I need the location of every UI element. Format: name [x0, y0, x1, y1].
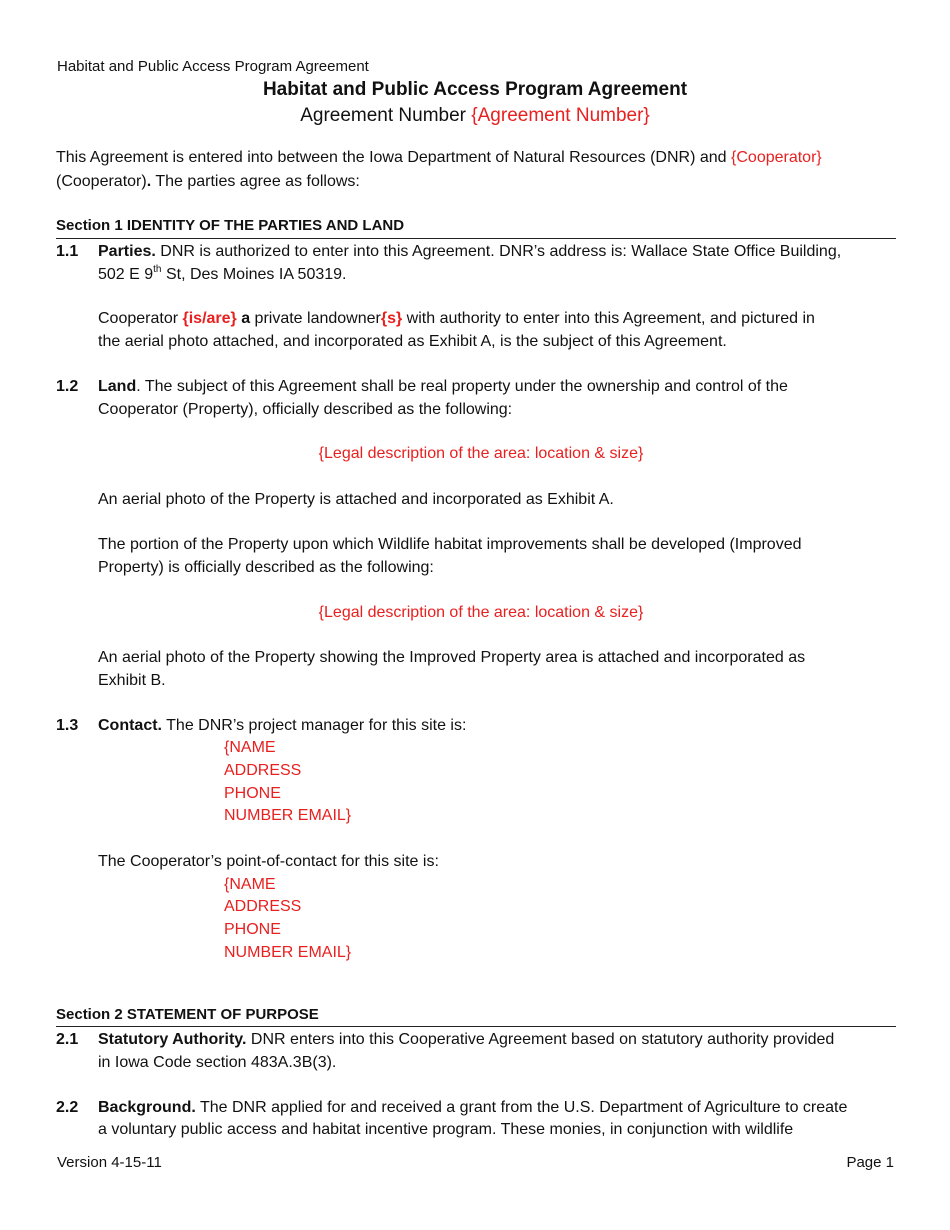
landowner-text: private landowner — [250, 310, 381, 327]
cooperator-contact-line: The Cooperator’s point-of-contact for this site is: — [98, 853, 439, 870]
exhibit-a-sentence: An aerial photo of the Property is attached and incorporated as Exhibit A. — [98, 491, 614, 508]
ordinal-superscript: th — [153, 263, 162, 275]
exhibit-b-line-2: Exhibit B. — [98, 672, 166, 689]
clause-number-1-1: 1.1 — [56, 243, 79, 260]
footer-page-number: Page 1 — [846, 1154, 894, 1171]
clause-1-2-text: . The subject of this Agreement shall be real property under the ownership and control of the — [136, 378, 788, 395]
clause-number-2-2: 2.2 — [56, 1099, 79, 1116]
agreement-number-line — [0, 105, 950, 127]
coop-contact-address: ADDRESS — [224, 898, 302, 915]
cooperator-word: Cooperator — [98, 310, 183, 327]
clause-2-1-text: DNR enters into this Cooperative Agreement based on statutory authority provided — [246, 1031, 835, 1048]
improved-property-line-1: The portion of the Property upon which Wildlife habitat improvements shall be developed (Improved — [98, 536, 802, 553]
clause-2-1-line-1 — [98, 1030, 834, 1050]
intro-text: This Agreement is entered into between the Iowa Department of Natural Resources (DNR) and — [56, 149, 727, 166]
authority-text: with authority to enter into this Agreement, and pictured in — [402, 310, 815, 327]
footer-version: Version 4-15-11 — [57, 1154, 162, 1171]
clause-number-1-3: 1.3 — [56, 717, 79, 734]
clause-1-1-line-1 — [98, 242, 841, 262]
clause-1-3-line-1 — [98, 716, 466, 736]
dnr-address-street: 502 E 9 — [98, 266, 154, 283]
section-2-rule — [56, 1026, 896, 1027]
section-2-heading: Section 2 STATEMENT OF PURPOSE — [56, 1006, 319, 1023]
dnr-contact-phone: PHONE — [224, 785, 281, 802]
is-are-placeholder: {is/are} — [182, 310, 237, 327]
clause-1-2-line-1 — [98, 377, 788, 397]
coop-contact-phone: PHONE — [224, 921, 281, 938]
dnr-contact-name: {NAME — [224, 739, 276, 756]
clause-2-2-line-2: a voluntary public access and habitat incentive program. These monies, in conjunction with wildlife — [98, 1121, 794, 1138]
clause-number-1-2: 1.2 — [56, 378, 79, 395]
clause-2-2-text: The DNR applied for and received a grant from the U.S. Department of Agriculture to create — [195, 1099, 848, 1116]
intro-period: . — [146, 173, 152, 190]
clause-1-1-lead: Parties. — [98, 243, 156, 260]
agreement-number-label: Agreement Number — [300, 105, 466, 126]
clause-2-1-line-2: in Iowa Code section 483A.3B(3). — [98, 1054, 337, 1071]
clause-1-1-line-2 — [98, 265, 347, 285]
dnr-contact-email: NUMBER EMAIL} — [224, 807, 352, 824]
clause-2-1-lead: Statutory Authority. — [98, 1031, 247, 1048]
intro-cooperator-label: (Cooperator) — [56, 173, 147, 190]
clause-1-3-lead: Contact. — [98, 717, 162, 734]
intro-line-2 — [56, 172, 360, 192]
intro-line-1 — [56, 148, 822, 168]
clause-1-2-line-2: Cooperator (Property), officially described as the following: — [98, 401, 513, 418]
clause-number-2-1: 2.1 — [56, 1031, 79, 1048]
section-1-rule — [56, 238, 896, 239]
clause-1-1-para-2-line-1 — [98, 309, 815, 329]
agreement-number-placeholder: {Agreement Number} — [471, 105, 650, 126]
exhibit-b-line-1: An aerial photo of the Property showing the Improved Property area is attached and incorporated as — [98, 649, 806, 666]
dnr-contact-address: ADDRESS — [224, 762, 302, 779]
cooperator-placeholder: {Cooperator} — [731, 149, 822, 166]
article-a: a — [236, 310, 251, 327]
intro-parties-agree: The parties agree as follows: — [151, 173, 360, 190]
legal-description-placeholder-1: {Legal description of the area: location & size} — [318, 445, 644, 462]
legal-description-placeholder-2: {Legal description of the area: location & size} — [318, 604, 644, 621]
coop-contact-name: {NAME — [224, 876, 276, 893]
improved-property-line-2: Property) is officially described as the following: — [98, 559, 434, 576]
clause-2-2-lead: Background. — [98, 1099, 196, 1116]
section-1-heading: Section 1 IDENTITY OF THE PARTIES AND LAND — [56, 217, 405, 234]
coop-contact-email: NUMBER EMAIL} — [224, 944, 352, 961]
clause-1-3-text: The DNR’s project manager for this site is: — [162, 717, 467, 734]
clause-2-2-line-1 — [98, 1098, 847, 1118]
dnr-address-city: St, Des Moines IA 50319. — [161, 266, 347, 283]
running-header: Habitat and Public Access Program Agreement — [57, 58, 369, 75]
clause-1-1-para-2-line-2: the aerial photo attached, and incorporated as Exhibit A, is the subject of this Agreement. — [98, 333, 727, 350]
clause-1-1-text: DNR is authorized to enter into this Agreement. DNR’s address is: Wallace State Office Building, — [155, 243, 842, 260]
plural-s-placeholder: {s} — [380, 310, 403, 327]
document-title: Habitat and Public Access Program Agreement — [262, 79, 688, 100]
clause-1-2-lead: Land — [98, 378, 137, 395]
